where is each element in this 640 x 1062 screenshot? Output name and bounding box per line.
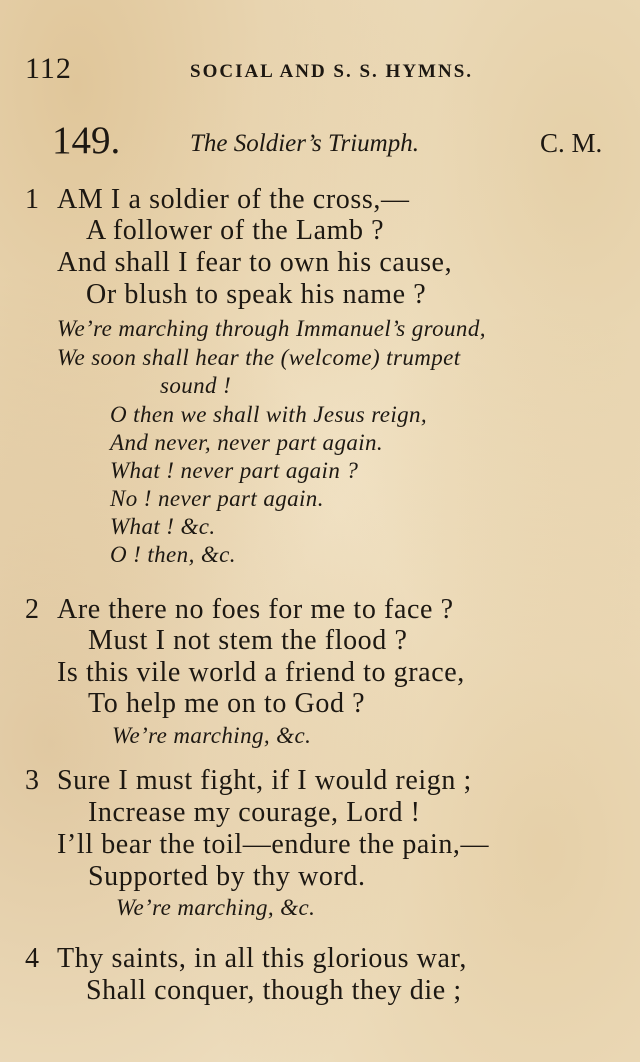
hymn-number: 149.	[52, 119, 121, 162]
chorus-line-4: O then we shall with Jesus reign,	[110, 402, 428, 427]
verse-1-number: 1	[25, 184, 40, 215]
verse-4-number: 4	[25, 943, 40, 974]
hymn-meter: C. M.	[540, 128, 603, 158]
verse-3-line-3: I’ll bear the toil—endure the pain,—	[57, 829, 490, 860]
hymn-title-row	[52, 118, 622, 162]
chorus-line-7: No ! never part again.	[110, 486, 324, 511]
chorus-line-2: We soon shall hear the (welcome) trumpet	[57, 345, 461, 370]
verse-3-line-4: Supported by thy word.	[88, 861, 366, 892]
page-header	[25, 52, 625, 88]
verse-4-line-1: Thy saints, in all this glorious war,	[57, 943, 467, 974]
hymn-title: The Soldier’s Triumph.	[190, 130, 419, 157]
verse-3-number: 3	[25, 765, 40, 796]
verse-1-line-1: AM I a soldier of the cross,—	[57, 184, 410, 215]
page-number: 112	[25, 52, 72, 85]
verse-2-line-1: Are there no foes for me to face ?	[57, 594, 454, 625]
verse-3-line-2: Increase my courage, Lord !	[88, 797, 421, 828]
verse-3-refrain: We’re marching, &c.	[116, 895, 316, 920]
verse-3-line-1: Sure I must fight, if I would reign ;	[57, 765, 472, 796]
verse-2-refrain: We’re marching, &c.	[112, 723, 312, 748]
chorus-line-8: What ! &c.	[110, 514, 216, 539]
verse-1-line-4: Or blush to speak his name ?	[86, 279, 427, 310]
running-head: SOCIAL AND S. S. HYMNS.	[190, 61, 474, 82]
verse-1-line-2: A follower of the Lamb ?	[86, 215, 385, 246]
chorus-line-6: What ! never part again ?	[110, 458, 359, 483]
verse-1-line-3: And shall I fear to own his cause,	[57, 247, 453, 278]
verse-2-line-4: To help me on to God ?	[88, 688, 366, 719]
chorus-line-3: sound !	[160, 373, 232, 398]
chorus-line-1: We’re marching through Immanuel’s ground,	[57, 316, 486, 341]
chorus-line-5: And never, never part again.	[110, 430, 384, 455]
verse-4-line-2: Shall conquer, though they die ;	[86, 975, 462, 1006]
verse-2-line-2: Must I not stem the flood ?	[88, 625, 408, 656]
verse-2-number: 2	[25, 594, 40, 625]
verse-2-line-3: Is this vile world a friend to grace,	[57, 657, 465, 688]
chorus-line-9: O ! then, &c.	[110, 542, 236, 567]
